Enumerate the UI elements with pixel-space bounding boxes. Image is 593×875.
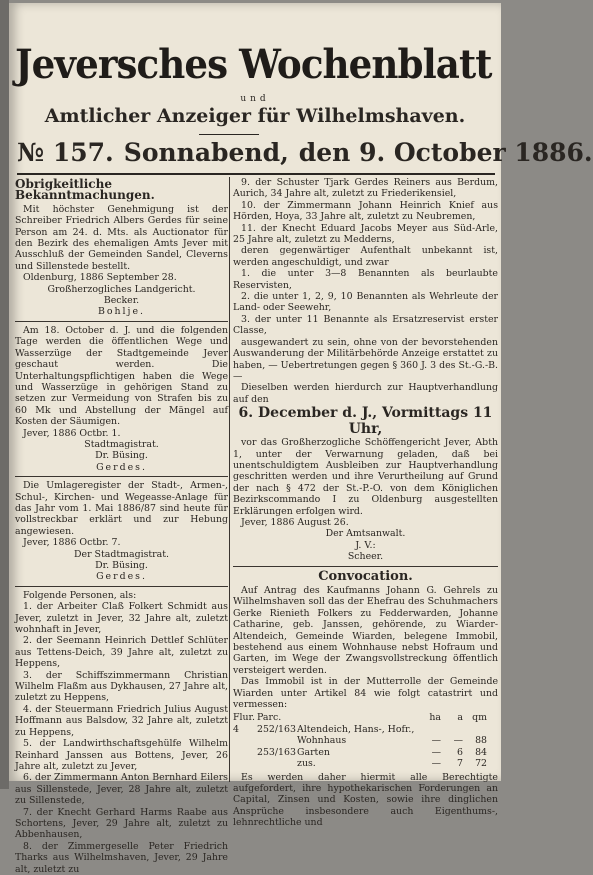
- paragraph: 9. der Schuster Tjark Gerdes Reiners aus Berdum, Aurich, 34 Jahre alt, zuletzt zu Friederikensiel,: [233, 177, 498, 200]
- table-cell: a: [457, 712, 463, 724]
- paragraph: Oldenburg, 1886 September 28.: [23, 272, 177, 284]
- table-row: [233, 735, 498, 746]
- paragraph: 1. die unter 3—8 Benannten als beurlaubte Reservisten,: [233, 268, 498, 291]
- paragraph: Es werden daher hiermit alle Berechtigte aufgefordert, ihre hypothekarischen Forderungen an Capital, Zinsen und Kosten, sowie ihre dinglichen Ansprüche insbesondere auch Eigenthums-, lehnrechtliche und: [233, 771, 498, 829]
- paragraph: Die Umlageregister der Stadt-, Armen-, Schul-, Kirchen- und Wegeasse-Anlage für das Jahr vom 1. Mai 1886/87 sind heute für vollstreckbar erklärt und zur Hebung angewiesen.: [15, 480, 228, 537]
- parcel-table: [233, 712, 498, 769]
- section-rule: [233, 566, 498, 567]
- table-row: [233, 758, 498, 769]
- paragraph: 2. die unter 1, 2, 9, 10 Benannten als Wehrleute der Land- oder Seewehr,: [233, 291, 498, 314]
- table-header-row: [233, 712, 498, 723]
- section-rule: [15, 321, 228, 322]
- paragraph: 11. der Knecht Eduard Jacobs Meyer aus Süd-Arle, 25 Jahre alt, zuletzt zu Medderns,: [233, 222, 498, 246]
- signature-name: Bohlje.: [97, 306, 145, 318]
- signature-line: Dr. Büsing.: [95, 560, 148, 571]
- table-cell: 72: [475, 758, 487, 770]
- table-cell: 253/163: [257, 746, 296, 758]
- table-cell: ha: [429, 712, 441, 724]
- masthead-und: und: [240, 94, 270, 104]
- table-cell: zus.: [297, 758, 316, 770]
- paragraph: Auf Antrag des Kaufmanns Johann G. Gehrels zu Wilhelmshaven soll das der Ehefrau des Schuhmachers Gerke Rienieth Folkers zu Fedderwarden, Johanne Catharine, geb. Janssen, gehörende, zu Wiarder-Altendeich, Gemeinde Wiarden, belegene Immobil, bestehend aus einem Wohnhause nebst Hofraum und Garten, im Wege der Zwangsvollstreckung öffentlich versteigert werden.: [233, 585, 498, 676]
- signature-line: Scheer.: [347, 551, 384, 563]
- table-cell: 88: [475, 735, 487, 747]
- left-column: [15, 177, 228, 875]
- table-row: [233, 724, 498, 735]
- table-cell: Wohnhaus: [297, 735, 347, 747]
- paragraph: 1. der Arbeiter Claß Folkert Schmidt aus Jever, zuletzt in Jever, 32 Jahre alt, zuletzt wohnhaft in Jever,: [15, 601, 228, 636]
- table-cell: [463, 724, 487, 735]
- table-cell: [233, 735, 257, 746]
- signature-line: Stadtmagistrat.: [84, 438, 159, 450]
- paragraph: 4. der Steuermann Friedrich Julius August Hoffmann aus Balsdow, 32 Jahre alt, zuletzt zu Heppens,: [15, 703, 228, 738]
- table-cell: —: [431, 746, 441, 758]
- issue-number: № 157.: [17, 138, 114, 167]
- signature-line: Großherzogliches Landgericht.: [47, 283, 196, 295]
- paragraph: 8. der Zimmergeselle Peter Friedrich Tharks aus Wilhelmshaven, Jever, 29 Jahre alt, zuletzt zu: [15, 840, 228, 875]
- table-cell: 252/163: [257, 723, 296, 735]
- subtitle-underline: [199, 134, 259, 135]
- table-cell: qm: [472, 712, 487, 724]
- paragraph: Folgende Personen, als:: [23, 589, 137, 601]
- table-cell: [257, 735, 297, 746]
- table-cell: Altendeich, Hans-, Hofr.,: [297, 723, 415, 735]
- table-cell: 4: [233, 723, 239, 735]
- paragraph: Mit höchster Genehmigung ist der Schreiber Friedrich Albers Gerdes für seine Person am 24. d. Mts. als Auctionator für den Bezirk des ehemaligen Amts Jever mit Ausschluß der Gemeinden Sandel, Cleverns und Sillenstede bestellt.: [15, 203, 228, 272]
- table-cell: [257, 758, 297, 769]
- header-rule: [17, 173, 495, 175]
- signature-name: Gerdes.: [96, 461, 147, 473]
- date-emphasis: 6. December d. J., Vormittags 11 Uhr,: [238, 405, 493, 438]
- paragraph: 2. der Seemann Heinrich Dettlef Schlüter aus Tettens-Deich, 39 Jahre alt, zuletzt zu Heppens,: [15, 635, 228, 670]
- issue-day: Sonnabend,: [123, 138, 289, 167]
- newspaper-page: [9, 3, 593, 875]
- paragraph: 5. der Landwirthschaftsgehülfe Wilhelm Reinhard Janssen aus Bottens, Jever, 26 Jahre alt, zuletzt zu Jever,: [15, 738, 228, 772]
- paragraph: deren gegenwärtiger Aufenthalt unbekannt ist, werden angeschuldigt, und zwar: [233, 245, 498, 268]
- table-cell: 7: [457, 758, 463, 770]
- masthead-title: Jeversches Wochenblatt: [15, 41, 492, 88]
- table-cell: Garten: [297, 746, 330, 758]
- table-cell: Parc.: [257, 712, 282, 724]
- table-cell: —: [431, 735, 441, 747]
- signature-name: Gerdes.: [96, 571, 147, 583]
- signature-line: J. V.:: [355, 539, 376, 551]
- paragraph: Jever, 1886 August 26.: [241, 516, 349, 528]
- paragraph: Jever, 1886 Octbr. 1.: [23, 427, 121, 439]
- table-cell: [417, 724, 441, 735]
- paragraph: 6. der Zimmermann Anton Bernhard Eilers aus Sillenstede, Jever, 28 Jahre alt, zuletzt zu Sillenstede,: [15, 772, 228, 807]
- table-cell: —: [453, 735, 463, 747]
- table-cell: [233, 747, 257, 758]
- section-rule: [15, 586, 228, 587]
- notice-title: Convocation.: [318, 568, 413, 584]
- signature-line: Der Amtsanwalt.: [325, 528, 406, 540]
- table-cell: [297, 712, 417, 723]
- paragraph: Am 18. October d. J. und die folgenden Tage werden die öffentlichen Wege und Wasserzüge der Stadtgemeinde Jever geschaut werden. Die Unterhaltungspflichtigen haben die Wege und Wasserzüge in gehörigen Stand zu setzen zur Vermeidung von Strafen bis zu 60 Mk und Abstellung der Mängel auf Kosten der Säumigen.: [15, 324, 228, 428]
- section-rule: [15, 476, 228, 477]
- column-divider: [229, 177, 230, 782]
- table-cell: Flur.: [233, 712, 255, 724]
- table-row: [233, 747, 498, 758]
- paragraph: Jever, 1886 Octbr. 7.: [23, 537, 121, 549]
- paragraph: 7. der Knecht Gerhard Harms Raabe aus Schortens, Jever, 29 Jahre alt, zuletzt zu Abbenhausen,: [15, 806, 228, 841]
- paragraph: Dieselben werden hierdurch zur Hauptverhandlung auf den: [233, 382, 498, 405]
- signature-line: Becker.: [103, 295, 140, 307]
- book-spine: [0, 0, 9, 789]
- paragraph: vor das Großherzogliche Schöffengericht Jever, Abth 1, unter der Verwarnung geladen, daß bei unentschuldigtem Ausbleiben zur Hauptverhandlung geschritten werden und ihre Verurtheilung auf Grund der nach § 472 der St.-P.-O. von dem Königlichen Bezirkscommando I zu Oldenburg ausgestellten Erklärungen erfolgen wird.: [233, 437, 498, 517]
- masthead-subtitle: Amtlicher Anzeiger für Wilhelmshaven.: [44, 105, 466, 127]
- signature-line: Dr. Büsing.: [95, 450, 148, 462]
- paragraph: Das Immobil ist in der Mutterrolle der Gemeinde Wiarden unter Artikel 84 wie folgt catastrirt und vermessen:: [233, 676, 498, 711]
- paragraph: 3. der unter 11 Benannte als Ersatzreservist erster Classe,: [233, 313, 498, 337]
- issue-date: den 9. October 1886.: [298, 138, 593, 167]
- table-cell: —: [431, 758, 441, 770]
- paragraph: 10. der Zimmermann Johann Heinrich Knief aus Hörden, Hoya, 33 Jahre alt, zuletzt zu Neubremen,: [233, 199, 498, 223]
- table-cell: 6: [457, 746, 463, 758]
- table-cell: 84: [475, 746, 487, 758]
- table-cell: [441, 724, 463, 735]
- section-heading: Obrigkeitliche Bekanntmachungen.: [15, 177, 155, 203]
- issue-line: [17, 137, 593, 169]
- table-cell: [233, 758, 257, 769]
- signature-line: Der Stadtmagistrat.: [74, 548, 169, 560]
- paragraph: ausgewandert zu sein, ohne von der bevorstehenden Auswanderung der Militärbehörde Anzeige erstattet zu haben, — Uebertretungen gegen § 360 J. 3 des St.-G.-B. —: [233, 336, 498, 382]
- paragraph: 3. der Schiffszimmermann Christian Wilhelm Flaßm aus Dykhausen, 27 Jahre alt, zuletzt zu Heppens,: [15, 669, 228, 704]
- right-column: [233, 177, 498, 829]
